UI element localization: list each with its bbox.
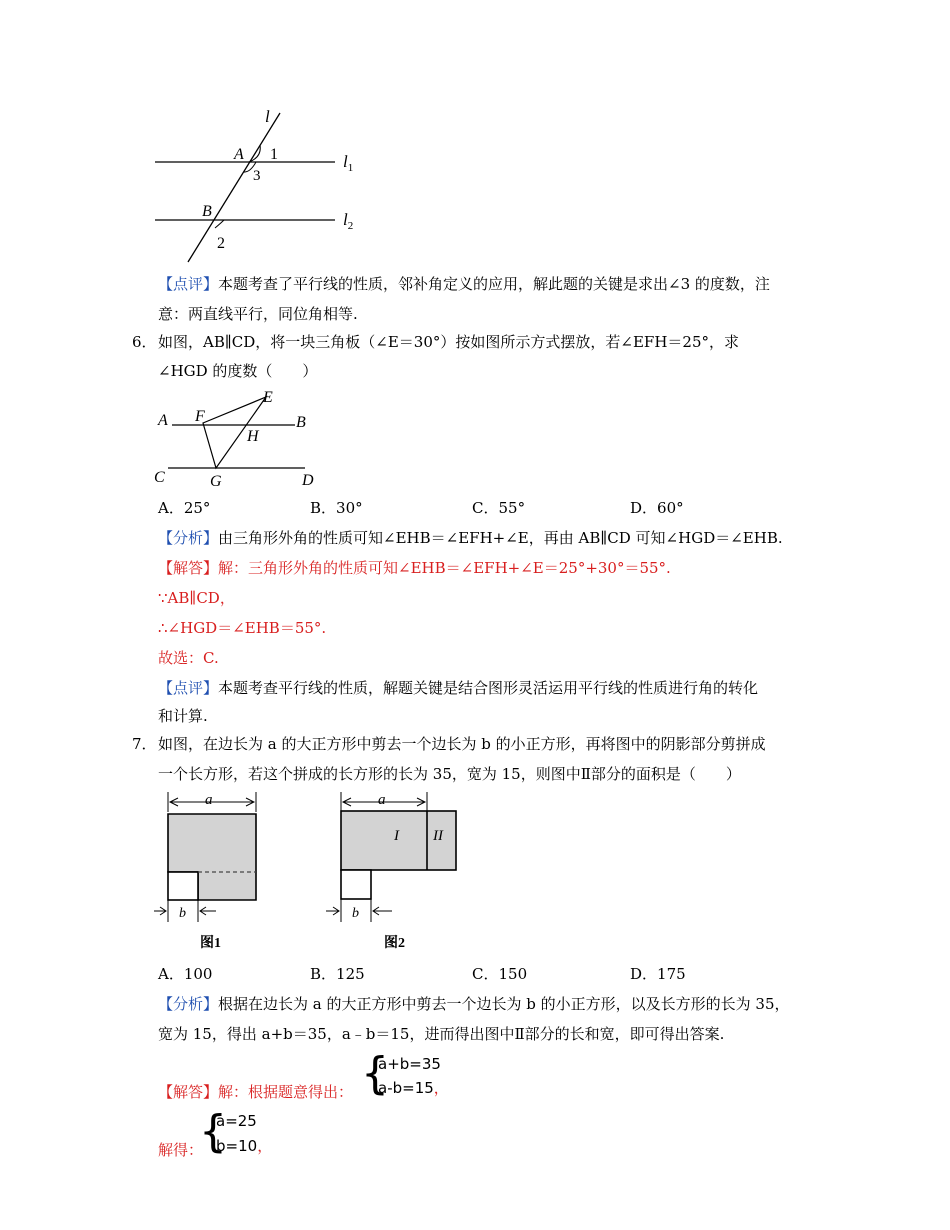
q6-number: 6． [132, 333, 157, 351]
point-G: G [210, 473, 222, 490]
point-E: E [263, 389, 273, 406]
equation-2-comma: ， [433, 1079, 449, 1097]
q7-stem-line2: 一个长方形，若这个拼成的长方形的长为 35，宽为 15，则图中Ⅱ部分的面积是（ ） [158, 765, 741, 783]
q6-option-a[interactable]: A．25° [158, 499, 211, 517]
side-b-label: b [179, 906, 186, 921]
point-D: D [302, 472, 314, 489]
solution-b [216, 1136, 272, 1157]
angle-3-label: 3 [253, 168, 261, 184]
analysis-tag: 【分析】 [158, 529, 219, 547]
q6-review-line1 [158, 678, 758, 698]
analysis-tag: 【分析】 [158, 995, 219, 1013]
side-b-label: b [352, 906, 359, 921]
figure-2-caption: 图2 [384, 936, 405, 951]
q6-review-line2: 和计算. [158, 707, 208, 725]
solution-text: 解：三角形外角的性质可知∠EHB＝∠EFH+∠E＝25°+30°＝55°. [218, 559, 671, 577]
point-H: H [247, 428, 259, 445]
angle-1-label: 1 [270, 146, 278, 163]
point-F: F [195, 408, 205, 425]
q7-solved-lead: 解得： [158, 1141, 204, 1159]
point-B-label: B [202, 203, 212, 220]
q6-solution-line2: ∵AB∥CD， [158, 589, 235, 607]
equation-1: a+b=35 [378, 1055, 441, 1073]
line-l1-label: $l_1$ [343, 152, 354, 174]
equation-2 [378, 1078, 449, 1099]
analysis-text: 根据在边长为 a 的大正方形中剪去一个边长为 b 的小正方形，以及长方形的长为 35， [218, 995, 790, 1013]
point-B: B [296, 414, 306, 431]
angle-2-label: 2 [217, 235, 225, 252]
q7-option-d[interactable]: D．175 [630, 965, 686, 983]
solution-b-comma: ， [257, 1137, 273, 1155]
q6-solution-line1 [158, 558, 671, 578]
figure-2-rearranged [320, 788, 470, 956]
system-brace: { [361, 1048, 389, 1099]
q6-option-c[interactable]: C．55° [472, 499, 526, 517]
line-l2-label: $l_2$ [343, 210, 354, 232]
figure-parallel-lines-l1-l2 [150, 105, 365, 265]
q7-option-c[interactable]: C．150 [472, 965, 528, 983]
point-C: C [154, 469, 165, 486]
q6-option-b[interactable]: B．30° [310, 499, 363, 517]
q7-analysis-line2: 宽为 15，得出 a+b＝35，a﹣b＝15，进而得出图中Ⅱ部分的长和宽，即可得出答案. [158, 1025, 725, 1043]
q7-option-a[interactable]: A．100 [158, 965, 213, 983]
point-A: A [158, 412, 168, 429]
review-tag: 【点评】 [158, 275, 219, 293]
point-A-label: A [234, 146, 244, 163]
q7-number: 7． [132, 735, 157, 753]
side-a-label: a [205, 792, 213, 808]
q5-review-line1 [158, 274, 770, 294]
figure-1-square-cut [150, 788, 280, 956]
q6-solution-line4: 故选：C. [158, 649, 219, 667]
solution-b-text: b=10 [216, 1137, 258, 1155]
review-text: 本题考查了平行线的性质，邻补角定义的应用，解此题的关键是求出∠3 的度数，注 [218, 275, 770, 293]
q5-review-line2: 意：两直线平行，同位角相等. [158, 305, 358, 323]
part-II-label: II [433, 828, 443, 844]
line-l-label: l [265, 107, 270, 126]
figure-triangle-parallel [150, 385, 330, 490]
equation-2-text: a-b=15 [378, 1079, 434, 1097]
figure-1-caption: 图1 [200, 936, 221, 951]
solution-tag: 【解答】 [158, 1083, 219, 1101]
q7-stem-line1: 如图，在边长为 a 的大正方形中剪去一个边长为 b 的小正方形，再将图中的阴影部分剪拼成 [158, 735, 766, 753]
solution-a: a=25 [216, 1112, 257, 1130]
solution-tag: 【解答】 [158, 559, 219, 577]
q7-analysis-line1 [158, 994, 790, 1014]
side-a-label: a [378, 792, 386, 808]
review-text: 本题考查平行线的性质，解题关键是结合图形灵活运用平行线的性质进行角的转化 [218, 679, 759, 697]
q6-stem-line2: ∠HGD 的度数（ ） [158, 362, 318, 380]
q7-option-b[interactable]: B．125 [310, 965, 365, 983]
solution-text: 解：根据题意得出： [218, 1083, 354, 1101]
q7-solution-lead [158, 1082, 353, 1102]
q6-option-d[interactable]: D．60° [630, 499, 684, 517]
review-tag: 【点评】 [158, 679, 219, 697]
analysis-text: 由三角形外角的性质可知∠EHB＝∠EFH+∠E，再由 AB∥CD 可知∠HGD＝∠EHB. [218, 529, 783, 547]
q6-analysis [158, 528, 783, 548]
solution-brace: { [199, 1106, 227, 1157]
q6-solution-line3: ∴∠HGD＝∠EHB＝55°. [158, 619, 327, 637]
part-I-label: I [394, 828, 399, 844]
q6-stem-line1: 如图，AB∥CD，将一块三角板（∠E＝30°）按如图所示方式摆放，若∠EFH＝25°，求 [158, 333, 739, 351]
